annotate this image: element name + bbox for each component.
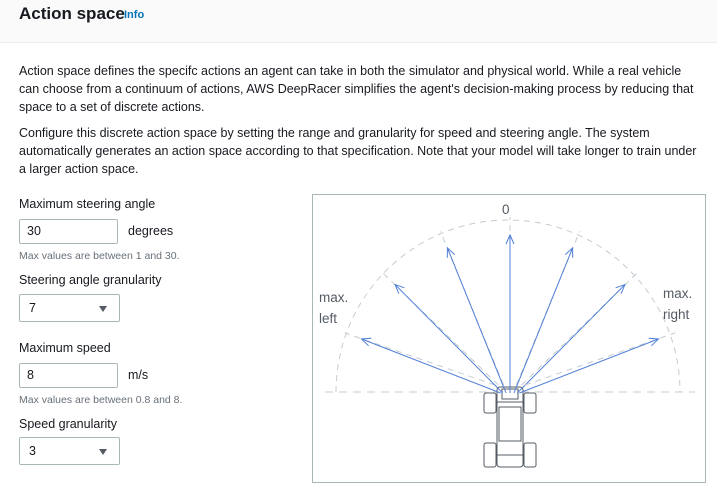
description-paragraph-2: Configure this discrete action space by setting the range and granularity for speed and steering angle. The system automatically generates an action space according to that specification. Note that your model will take longer to train under a larger action space. <box>19 126 697 176</box>
max-speed-value: 8 <box>27 368 34 382</box>
zero-angle-label: 0 <box>502 202 510 217</box>
max-speed-unit: m/s <box>128 368 149 382</box>
steering-arrow-line <box>514 248 573 393</box>
max-left-label-line1: max. <box>319 290 349 305</box>
max-speed-label: Maximum speed <box>19 341 111 355</box>
speed-granularity-select[interactable] <box>19 437 120 465</box>
description-paragraph-1: Action space defines the specifc actions an agent can take in both the simulator and physical world. While a real vehicle can choose from a continuum of actions, AWS DeepRacer simplifies the agent's decision-making process by reducing that space to a set of discrete actions. <box>19 64 694 114</box>
speed-granularity-label: Speed granularity <box>19 417 117 431</box>
steering-granularity-value: 7 <box>29 301 36 315</box>
steering-granularity-select[interactable] <box>19 294 120 322</box>
steering-arrow-line <box>519 339 658 393</box>
steering-arrows <box>345 217 676 393</box>
max-steering-label: Maximum steering angle <box>19 197 156 211</box>
action-space-diagram-svg <box>313 195 707 484</box>
max-speed-input[interactable] <box>19 363 118 388</box>
max-steering-input[interactable] <box>19 219 118 244</box>
action-space-diagram <box>312 194 706 483</box>
caret-down-icon <box>99 306 107 312</box>
steering-arrow-line <box>447 248 506 393</box>
max-steering-unit: degrees <box>128 224 174 238</box>
max-left-label <box>319 287 348 329</box>
steering-arc <box>336 220 680 392</box>
max-right-label <box>663 283 692 325</box>
steering-arrow-line <box>517 285 625 393</box>
max-speed-hint: Max values are between 0.8 and 8. <box>19 394 183 406</box>
steering-granularity-label: Steering angle granularity <box>19 273 162 287</box>
max-left-label-line2: left <box>319 311 338 326</box>
max-steering-value: 30 <box>27 224 41 238</box>
speed-granularity-value: 3 <box>29 444 36 458</box>
steering-arrow-line <box>395 285 503 393</box>
section-title: Action space <box>19 4 125 23</box>
car-icon <box>484 387 536 467</box>
max-right-label-line1: max. <box>663 286 693 301</box>
section-header <box>0 0 717 43</box>
caret-down-icon <box>99 449 107 455</box>
steering-arrow-line <box>362 339 501 393</box>
info-link[interactable]: Info <box>124 9 145 21</box>
max-steering-hint: Max values are between 1 and 30. <box>19 250 180 262</box>
max-right-label-line2: right <box>663 307 690 322</box>
